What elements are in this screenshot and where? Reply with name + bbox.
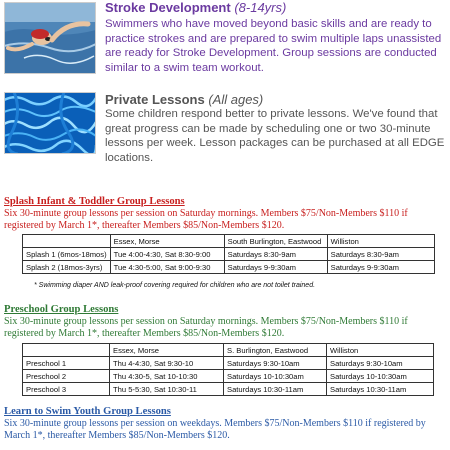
program-title: Private Lessons (All ages) [105, 92, 264, 107]
program-description: Some children respond better to private lessons. We've found that great progress can be made by scheduling one or two 30-minute lessons per week. Lesson packages can be purchased at all EDGE locations. [105, 108, 445, 164]
table-cell [23, 235, 111, 248]
preschool-schedule-table [22, 343, 434, 396]
program-title: Stroke Development (8-14yrs) [105, 0, 287, 15]
section-description-learn-to-swim: Six 30-minute group lessons per session on weekdays. Members $75/Non-Members $110 if registered by March 1*, thereafter Members $85/Non-Members $120. [4, 418, 426, 441]
pool-water-photo [4, 92, 96, 154]
table-header-row [23, 235, 435, 248]
table-cell: Thu 4-4:30, Sat 9:30-10 [110, 357, 224, 370]
section-description-preschool: Six 30-minute group lessons per session on Saturday mornings. Members $75/Non-Members $110 if registered by March 1*, thereafter Members $85/Non-Members $120. [4, 316, 408, 339]
table-cell: Splash 2 (18mos-3yrs) [23, 261, 111, 274]
table-row [23, 261, 435, 274]
table-cell: Tue 4:00-4:30, Sat 8:30-9:00 [110, 248, 224, 261]
table-cell: Saturdays 8:30-9am [224, 248, 327, 261]
table-cell: Saturdays 9-9:30am [224, 261, 327, 274]
table-header-cell: Essex, Morse [110, 344, 224, 357]
table-row [23, 248, 435, 261]
table-row [23, 357, 434, 370]
table-header-cell: Essex, Morse [110, 235, 224, 248]
section-title-learn-to-swim: Learn to Swim Youth Group Lessons [4, 406, 171, 417]
table-header-cell: S. Burlington, Eastwood [224, 344, 327, 357]
table-header-cell: Williston [327, 235, 434, 248]
table-cell: Saturdays 10-10:30am [327, 370, 434, 383]
section-title-splash: Splash Infant & Toddler Group Lessons [4, 196, 185, 207]
table-cell: Preschool 3 [23, 383, 110, 396]
table-cell: Saturdays 9:30-10am [327, 357, 434, 370]
swimmer-photo [4, 2, 96, 74]
table-cell: Saturdays 10:30-11am [224, 383, 327, 396]
table-cell [23, 344, 110, 357]
table-cell: Saturdays 8:30-9am [327, 248, 434, 261]
program-stroke-development [0, 0, 450, 80]
splash-footnote: * Swimming diaper AND leak-proof covering required for children who are not toilet trained. [34, 282, 316, 289]
table-cell: Thu 5-5:30, Sat 10:30-11 [110, 383, 224, 396]
table-cell: Saturdays 9:30-10am [224, 357, 327, 370]
table-cell: Thu 4:30-5, Sat 10-10:30 [110, 370, 224, 383]
section-description-splash: Six 30-minute group lessons per session on Saturday mornings. Members $75/Non-Members $110 if registered by March 1*, thereafter Members $85/Non-Members $120. [4, 208, 408, 231]
table-cell: Saturdays 10-10:30am [224, 370, 327, 383]
table-cell: Preschool 1 [23, 357, 110, 370]
table-header-cell: Williston [327, 344, 434, 357]
table-cell: Tue 4:30-5:00, Sat 9:00-9:30 [110, 261, 224, 274]
table-header-cell: South Burlington, Eastwood [224, 235, 327, 248]
table-cell: Saturdays 10:30-11am [327, 383, 434, 396]
section-title-preschool: Preschool Group Lessons [4, 304, 119, 315]
program-description: Swimmers who have moved beyond basic skills and are ready to practice strokes and are prepared to swim multiple laps unassisted are ready for Stroke Development. Group sessions are conducted similar to a swim team workout. [105, 18, 442, 74]
table-row [23, 370, 434, 383]
table-cell: Preschool 2 [23, 370, 110, 383]
table-cell: Splash 1 (6mos-18mos) [23, 248, 111, 261]
table-header-row [23, 344, 434, 357]
splash-schedule-table [22, 234, 435, 274]
program-private-lessons [0, 88, 450, 173]
table-row [23, 383, 434, 396]
table-cell: Saturdays 9-9:30am [327, 261, 434, 274]
